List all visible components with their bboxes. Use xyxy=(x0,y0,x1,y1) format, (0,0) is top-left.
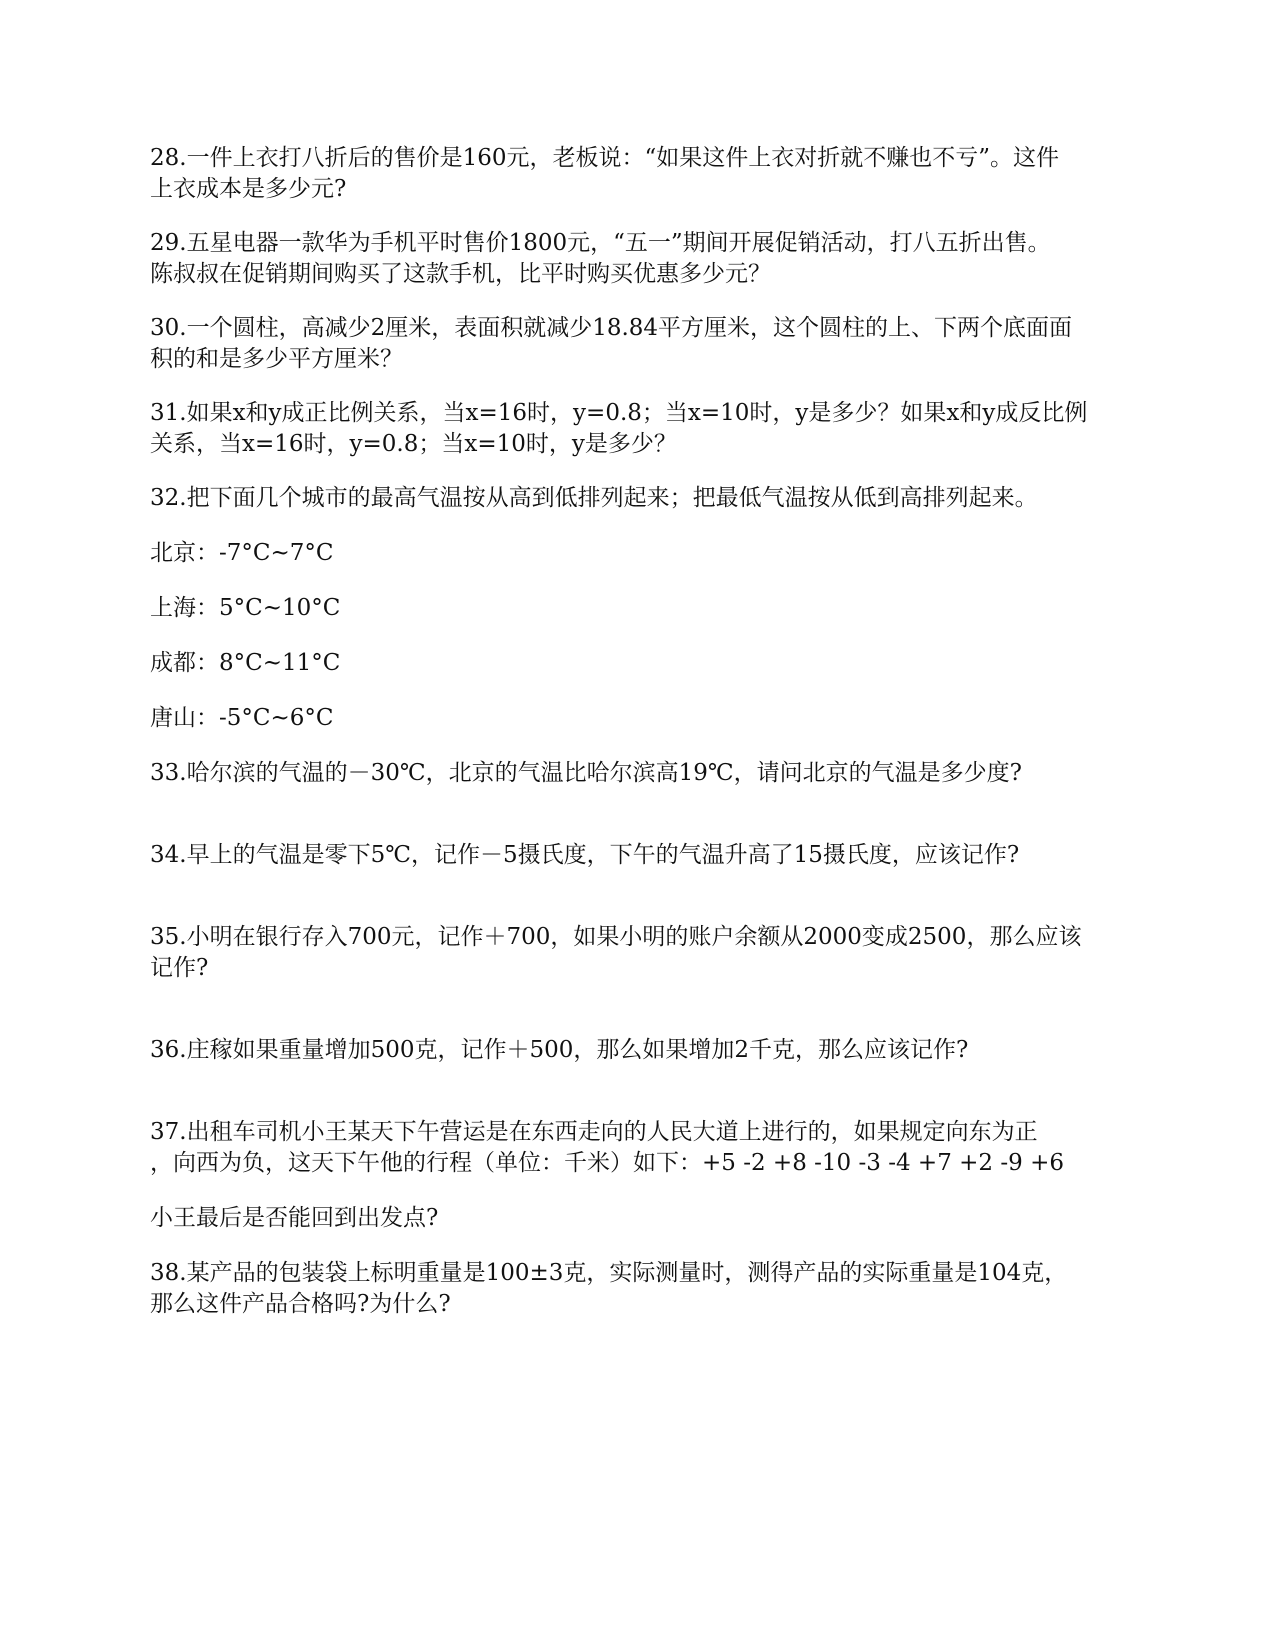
question-34-line-1: 34.早上的气温是零下5℃，记作－5摄氏度，下午的气温升高了15摄氏度，应该记作? xyxy=(150,842,1020,868)
question-37-line-3: 小王最后是否能回到出发点? xyxy=(150,1205,439,1231)
question-37-line-2: ，向西为负，这天下午他的行程（单位：千米）如下：+5 -2 +8 -10 -3 -4 +7 +2 -9 +6 xyxy=(150,1150,1064,1176)
question-36-line-1: 36.庄稼如果重量增加500克，记作＋500，那么如果增加2千克，那么应该记作? xyxy=(150,1037,969,1063)
question-38-line-2: 那么这件产品合格吗?为什么? xyxy=(150,1291,451,1317)
question-29-line-2: 陈叔叔在促销期间购买了这款手机，比平时购买优惠多少元？ xyxy=(150,261,771,287)
question-33-line-1: 33.哈尔滨的气温的－30℃，北京的气温比哈尔滨高19℃，请问北京的气温是多少度? xyxy=(150,760,1022,786)
question-31-line-1: 31.如果x和y成正比例关系，当x=16时，y=0.8；当x=10时，y是多少？如果x和y成反比例 xyxy=(150,400,1088,426)
question-35-line-1: 35.小明在银行存入700元，记作＋700，如果小明的账户余额从2000变成2500，那么应该 xyxy=(150,924,1082,950)
question-30-line-2: 积的和是多少平方厘米？ xyxy=(150,346,403,372)
question-35-line-2: 记作? xyxy=(150,955,209,981)
question-38-line-1: 38.某产品的包装袋上标明重量是100±3克，实际测量时，测得产品的实际重量是104克， xyxy=(150,1260,1068,1286)
city-temperature-tangshan: 唐山：-5°C~6°C xyxy=(150,705,334,731)
city-temperature-chengdu: 成都：8°C~11°C xyxy=(150,650,341,676)
question-32-line-1: 32.把下面几个城市的最高气温按从高到低排列起来；把最低气温按从低到高排列起来。 xyxy=(150,485,1038,511)
question-30-line-1: 30.一个圆柱，高减少2厘米，表面积就减少18.84平方厘米，这个圆柱的上、下两个底面面 xyxy=(150,315,1073,341)
city-temperature-beijing: 北京：-7°C~7°C xyxy=(150,540,334,566)
city-temperature-shanghai: 上海：5°C~10°C xyxy=(150,595,341,621)
question-37-line-1: 37.出租车司机小王某天下午营运是在东西走向的人民大道上进行的，如果规定向东为正 xyxy=(150,1119,1038,1145)
question-28-line-2: 上衣成本是多少元? xyxy=(150,176,347,202)
question-28-line-1: 28.一件上衣打八折后的售价是160元，老板说：“如果这件上衣对折就不赚也不亏”。这件 xyxy=(150,145,1059,171)
question-29-line-1: 29.五星电器一款华为手机平时售价1800元，“五一”期间开展促销活动，打八五折出售。 xyxy=(150,230,1051,256)
question-31-line-2: 关系，当x=16时，y=0.8；当x=10时，y是多少？ xyxy=(150,431,677,457)
